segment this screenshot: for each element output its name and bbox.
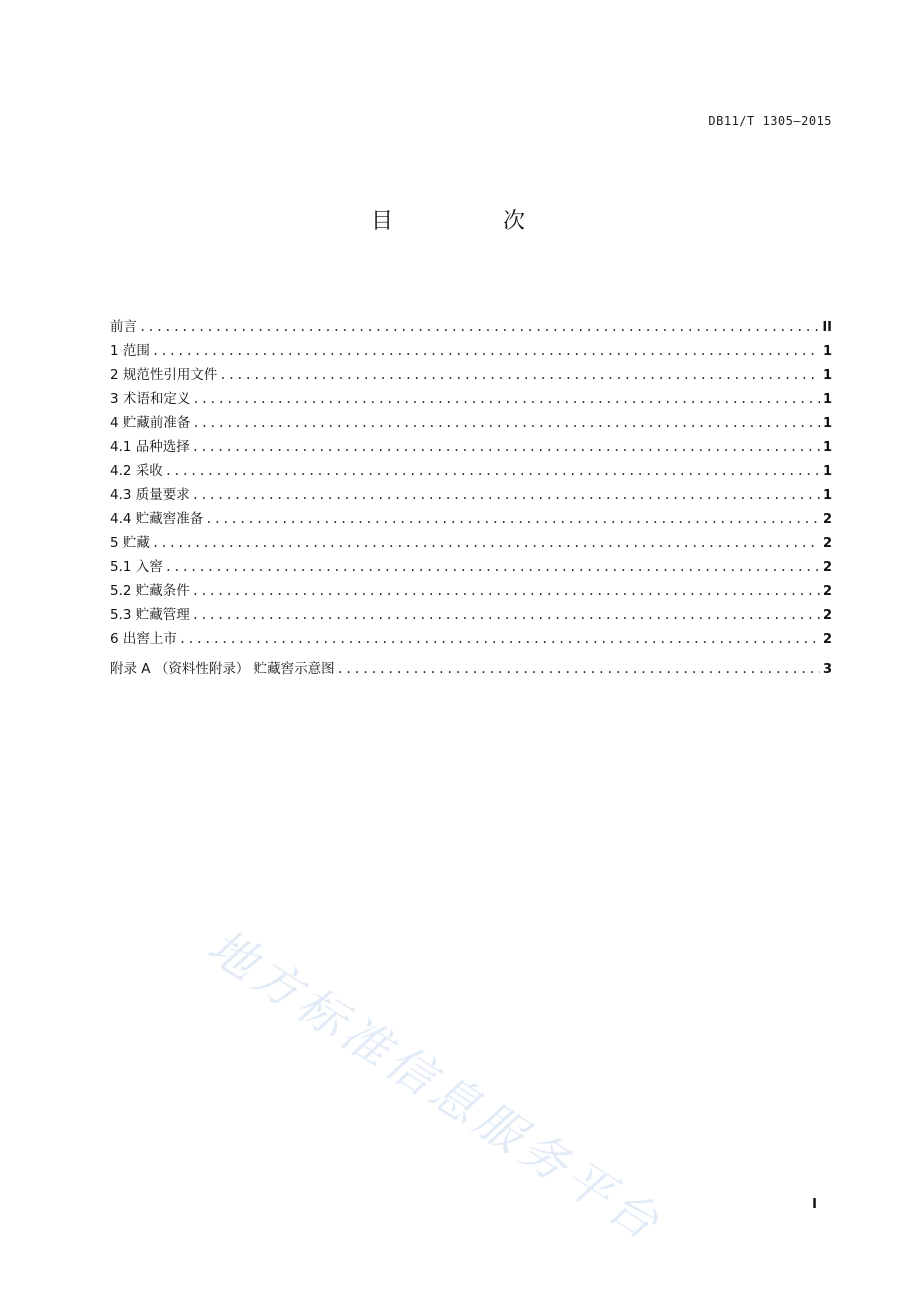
toc-entry-label: 4.3 质量要求 — [110, 487, 190, 503]
toc-entry-label: 前言 — [110, 319, 137, 335]
toc-entry-2[interactable] — [110, 361, 832, 385]
toc-entry-4-1[interactable] — [110, 433, 832, 457]
toc-entry-page: 1 — [822, 440, 832, 455]
toc-leader-dots — [192, 390, 820, 409]
toc-entry-page: 3 — [822, 662, 832, 677]
toc-leader-dots — [152, 534, 820, 553]
toc-leader-dots — [139, 318, 819, 337]
toc-entry-page: 2 — [822, 584, 832, 599]
toc-entry-5[interactable] — [110, 529, 832, 553]
toc-entry-label: 5.1 入窖 — [110, 559, 163, 575]
page-number: I — [812, 1197, 817, 1212]
toc-leader-dots — [165, 558, 820, 577]
toc-leader-dots — [192, 414, 820, 433]
toc-entry-label: 6 出窖上市 — [110, 631, 177, 647]
toc-entry-4-3[interactable] — [110, 481, 832, 505]
toc-entry-page: II — [822, 320, 832, 335]
toc-entry-5-2[interactable] — [110, 577, 832, 601]
toc-entry-3[interactable] — [110, 385, 832, 409]
toc-entry-foreword[interactable] — [110, 309, 832, 337]
toc-entry-page: 2 — [822, 512, 832, 527]
toc-entry-page: 2 — [822, 536, 832, 551]
toc-entry-label: 4 贮藏前准备 — [110, 415, 191, 431]
page-title: 目 次 — [370, 209, 569, 234]
toc-leader-dots — [179, 630, 820, 649]
toc-entry-label: 5.3 贮藏管理 — [110, 607, 190, 623]
toc-leader-dots — [337, 660, 820, 679]
toc-entry-label: 5 贮藏 — [110, 535, 150, 551]
toc-entry-page: 1 — [822, 416, 832, 431]
toc-entry-label: 1 范围 — [110, 343, 150, 359]
toc-entry-appendix-a[interactable] — [110, 655, 832, 679]
toc-entry-label: 3 术语和定义 — [110, 391, 191, 407]
toc-entry-6[interactable] — [110, 625, 832, 649]
toc-entry-page: 2 — [822, 632, 832, 647]
toc-leader-dots — [152, 342, 820, 361]
toc-leader-dots — [192, 582, 820, 601]
toc-entry-4[interactable] — [110, 409, 832, 433]
toc-entry-label: 5.2 贮藏条件 — [110, 583, 190, 599]
toc-entry-page: 2 — [822, 608, 832, 623]
document-code: DB11/T 1305—2015 — [708, 114, 832, 128]
toc-entry-5-1[interactable] — [110, 553, 832, 577]
toc-leader-dots — [219, 366, 820, 385]
toc-leader-dots — [205, 510, 820, 529]
toc-entry-label: 2 规范性引用文件 — [110, 367, 218, 383]
toc-leader-dots — [192, 486, 820, 505]
table-of-contents — [110, 309, 832, 679]
toc-entry-page: 1 — [822, 392, 832, 407]
watermark: 地方标准信息服务平台 — [197, 918, 673, 1254]
toc-entry-page: 1 — [822, 464, 832, 479]
toc-entry-page: 1 — [822, 368, 832, 383]
toc-leader-dots — [165, 462, 820, 481]
toc-entry-label: 4.2 采收 — [110, 463, 163, 479]
toc-entry-page: 1 — [822, 488, 832, 503]
toc-entry-page: 2 — [822, 560, 832, 575]
toc-leader-dots — [192, 438, 820, 457]
toc-entry-label: 附录 A （资料性附录） 贮藏窖示意图 — [110, 661, 335, 677]
toc-entry-label: 4.4 贮藏窖准备 — [110, 511, 204, 527]
toc-entry-5-3[interactable] — [110, 601, 832, 625]
toc-entry-label: 4.1 品种选择 — [110, 439, 190, 455]
toc-entry-4-4[interactable] — [110, 505, 832, 529]
toc-entry-page: 1 — [822, 344, 832, 359]
toc-entry-4-2[interactable] — [110, 457, 832, 481]
toc-entry-1[interactable] — [110, 337, 832, 361]
toc-leader-dots — [192, 606, 820, 625]
